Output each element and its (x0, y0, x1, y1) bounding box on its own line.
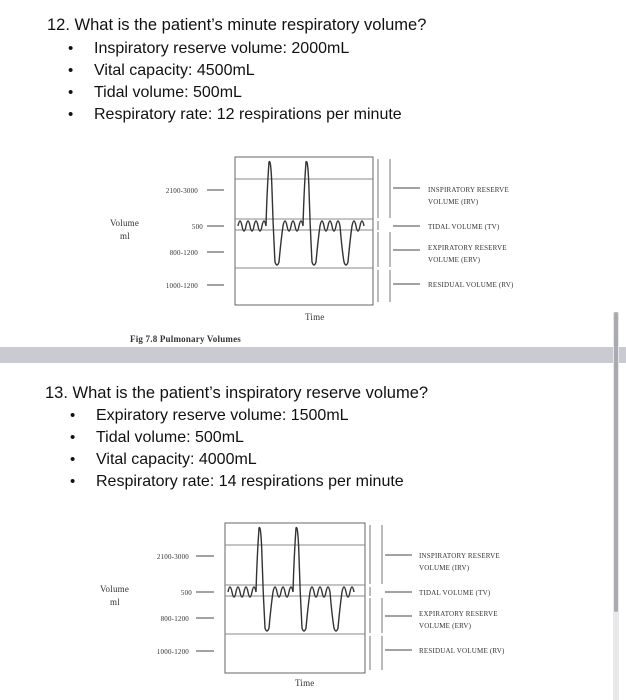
rv-label: RESIDUAL VOLUME (RV) (428, 281, 514, 289)
tv-label: TIDAL VOLUME (TV) (419, 589, 491, 597)
x-axis-label-time: Time (295, 678, 315, 688)
question-12-bullet-list (68, 38, 402, 126)
section-divider (0, 347, 626, 363)
tv-label: TIDAL VOLUME (TV) (428, 223, 500, 231)
irv-label-line-2: VOLUME (IRV) (428, 198, 479, 206)
list-item: • Respiratory rate: 14 respirations per minute (70, 471, 404, 493)
figure-caption: Fig 7.8 Pulmonary Volumes (130, 334, 242, 344)
y-axis-label-unit: ml (110, 597, 120, 607)
tick-label-tv: 500 (180, 589, 192, 597)
tick-label-irv: 2100-3000 (156, 553, 189, 561)
tick-label-rv: 1000-1200 (156, 648, 189, 656)
tick-label-erv: 800-1200 (169, 249, 198, 257)
question-13-title: 13. What is the patient’s inspiratory reserve volume? (45, 384, 429, 402)
list-item: • Tidal volume: 500mL (70, 427, 404, 449)
scrollbar-thumb[interactable] (614, 312, 618, 612)
pulmonary-volumes-figure-1 (0, 150, 626, 350)
erv-label-line-1: EXPIRATORY RESERVE (419, 610, 498, 618)
question-13-bullet-list (70, 405, 404, 493)
irv-label-line-1: INSPIRATORY RESERVE (428, 186, 509, 194)
list-item: • Inspiratory reserve volume: 2000mL (68, 38, 402, 60)
tick-label-erv: 800-1200 (160, 615, 189, 623)
volume-waveform (238, 162, 364, 265)
list-item: • Vital capacity: 4000mL (70, 449, 404, 471)
question-12-title: 12. What is the patient’s minute respiratory volume? (47, 16, 427, 34)
rv-label: RESIDUAL VOLUME (RV) (419, 647, 505, 655)
erv-label-line-2: VOLUME (ERV) (428, 256, 481, 264)
list-item: • Vital capacity: 4500mL (68, 60, 402, 82)
irv-label-line-2: VOLUME (IRV) (419, 564, 470, 572)
list-item: • Expiratory reserve volume: 1500mL (70, 405, 404, 427)
irv-label-line-1: INSPIRATORY RESERVE (419, 552, 500, 560)
x-axis-label-time: Time (305, 312, 325, 322)
volume-waveform (228, 528, 354, 631)
tick-label-tv: 500 (191, 223, 203, 231)
y-axis-label-volume: Volume (110, 218, 140, 228)
tick-label-irv: 2100-3000 (165, 187, 198, 195)
pulmonary-volumes-figure-2 (0, 517, 626, 700)
y-axis-label-volume: Volume (100, 584, 130, 594)
erv-label-line-2: VOLUME (ERV) (419, 622, 472, 630)
y-axis-label-unit: ml (120, 231, 130, 241)
list-item: • Respiratory rate: 12 respirations per minute (68, 104, 402, 126)
erv-label-line-1: EXPIRATORY RESERVE (428, 244, 507, 252)
tick-label-rv: 1000-1200 (165, 282, 198, 290)
list-item: • Tidal volume: 500mL (68, 82, 402, 104)
